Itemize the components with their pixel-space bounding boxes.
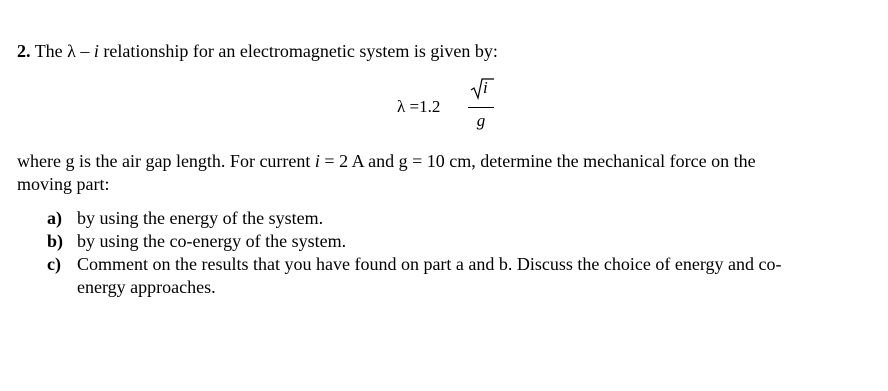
statement-variable: i (314, 151, 320, 171)
sub-question-text: by using the energy of the system. (77, 208, 324, 228)
sub-question-label: c) (47, 254, 61, 274)
statement-line-1-b: = 2 A and g = 10 cm, determine the mechanical force on the (319, 151, 756, 171)
question-intro-variable: i (93, 41, 99, 61)
statement-line-1 (17, 150, 857, 173)
lambda-equation (397, 76, 517, 138)
sqrt-argument: i (483, 78, 488, 97)
equation-fraction (468, 78, 494, 134)
sub-question-c (47, 253, 867, 299)
question-heading (17, 40, 498, 62)
statement-line-2: moving part: (17, 174, 110, 194)
sub-question-text: by using the co-energy of the system. (77, 231, 347, 251)
sub-question-a (47, 207, 867, 230)
statement-line-1-a: where g is the air gap length. For current (17, 151, 315, 171)
sub-question-label: b) (47, 231, 64, 251)
sub-question-list (47, 207, 867, 299)
square-root-icon (470, 78, 494, 100)
sub-question-text: Comment on the results that you have found on part a and b. Discuss the choice of energy and co- (77, 254, 782, 274)
sub-question-text-continued: energy approaches. (77, 277, 216, 297)
fraction-denominator: g (476, 111, 486, 130)
question-intro-suffix: relationship for an electromagnetic system is given by: (98, 41, 498, 61)
fraction-bar (468, 107, 494, 108)
fraction-numerator (470, 78, 494, 100)
sub-question-b (47, 230, 867, 253)
question-intro-prefix: The λ – (34, 41, 94, 61)
problem-statement (17, 150, 857, 196)
equation-lhs: λ =1.2 (397, 97, 441, 116)
sub-question-label: a) (47, 208, 62, 228)
question-number: 2. (17, 41, 31, 61)
